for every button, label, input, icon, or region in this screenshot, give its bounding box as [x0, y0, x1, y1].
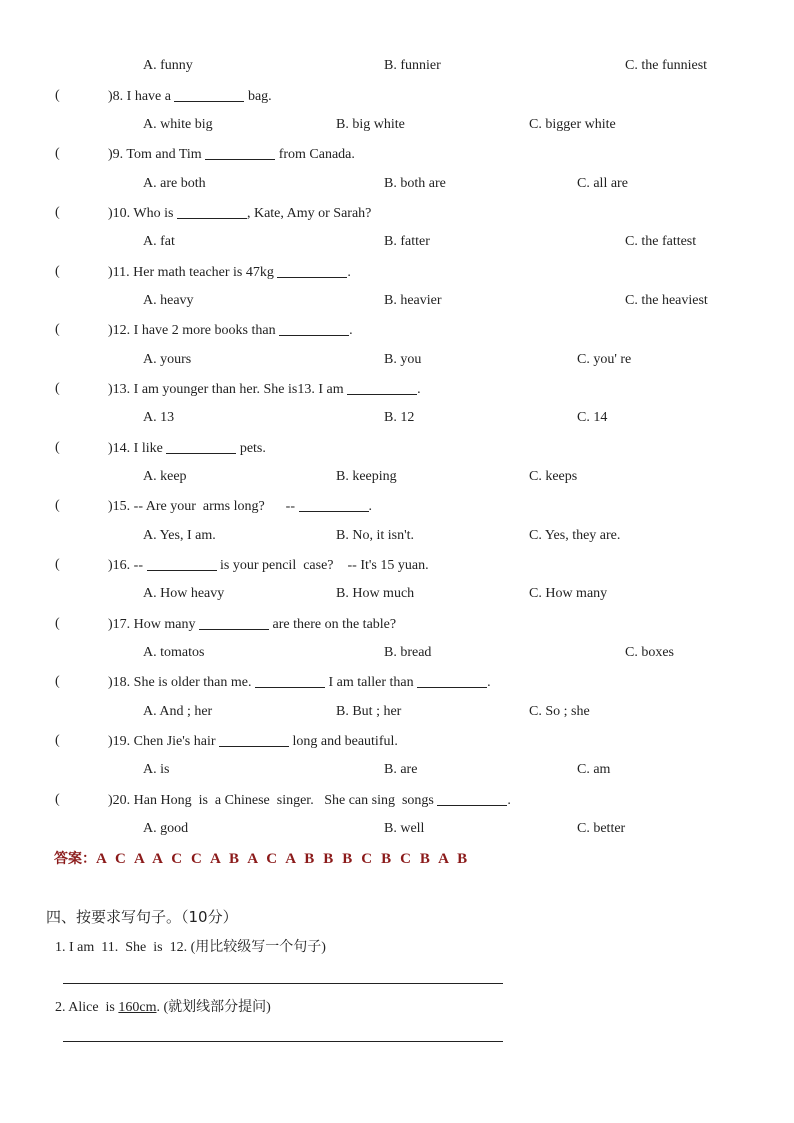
q12-stem: )12. I have 2 more books than . — [108, 323, 353, 338]
q10-paren: ( — [55, 205, 60, 220]
q19-option-b: B. are — [384, 762, 418, 777]
q12-paren: ( — [55, 322, 60, 337]
q16-paren: ( — [55, 557, 60, 572]
q13-option-c: C. 14 — [577, 410, 608, 425]
q18-paren: ( — [55, 674, 60, 689]
q18-stem: )18. She is older than me. I am taller than . — [108, 675, 491, 690]
q11-option-a: A. heavy — [143, 293, 194, 308]
q16-blank — [147, 556, 217, 571]
q11-option-c: C. the heaviest — [625, 293, 708, 308]
task-2-prompt: 2. Alice is 160cm. (就划线部分提问) — [55, 999, 271, 1015]
q17-option-a: A. tomatos — [143, 645, 205, 660]
q12-option-c: C. you' re — [577, 352, 632, 367]
q17-stem: )17. How many are there on the table? — [108, 617, 397, 632]
q19-blank — [219, 732, 289, 747]
task-2-answer-line[interactable] — [63, 1041, 503, 1042]
q16-option-c: C. How many — [529, 586, 608, 601]
q16-option-b: B. How much — [336, 586, 415, 601]
q14-option-b: B. keeping — [336, 469, 397, 484]
q18-blank-2 — [417, 673, 487, 688]
q19-option-c: C. am — [577, 762, 611, 777]
q11-stem: )11. Her math teacher is 47kg . — [108, 265, 351, 280]
q16-stem: )16. -- is your pencil case? -- It's 15 yuan. — [108, 558, 429, 573]
q11-blank — [277, 263, 347, 278]
q9-stem: )9. Tom and Tim from Canada. — [108, 147, 355, 162]
q11-option-b: B. heavier — [384, 293, 442, 308]
q20-option-a: A. good — [143, 821, 189, 836]
q20-stem: )20. Han Hong is a Chinese singer. She can sing songs . — [108, 793, 511, 808]
q20-option-c: C. better — [577, 821, 626, 836]
q15-option-b: B. No, it isn't. — [336, 528, 414, 543]
answer-letters: A C A A C C A B A C A B B B C B C B A B — [96, 851, 468, 867]
q14-stem: )14. I like pets. — [108, 441, 266, 456]
q20-option-b: B. well — [384, 821, 425, 836]
q18-option-c: C. So ; she — [529, 704, 590, 719]
underlined-height: 160cm — [118, 1000, 157, 1015]
q10-option-c: C. the fattest — [625, 234, 697, 249]
q14-option-a: A. keep — [143, 469, 187, 484]
q13-option-a: A. 13 — [143, 410, 175, 425]
q9-blank — [205, 145, 275, 160]
q9-paren: ( — [55, 146, 60, 161]
q12-option-a: A. yours — [143, 352, 192, 367]
q13-stem: )13. I am younger than her. She is13. I am . — [108, 382, 421, 397]
q15-option-c: C. Yes, they are. — [529, 528, 621, 543]
q17-paren: ( — [55, 616, 60, 631]
q8-option-b: B. big white — [336, 117, 405, 132]
q9-option-a: A. are both — [143, 176, 206, 191]
q10-option-b: B. fatter — [384, 234, 430, 249]
q11-paren: ( — [55, 264, 60, 279]
q15-blank — [299, 497, 369, 512]
q19-option-a: A. is — [143, 762, 170, 777]
q8-option-a: A. white big — [143, 117, 213, 132]
q7-option-b: B. funnier — [384, 58, 441, 73]
q9-option-b: B. both are — [384, 176, 446, 191]
q8-paren: ( — [55, 88, 60, 103]
q9-option-c: C. all are — [577, 176, 628, 191]
q17-option-b: B. bread — [384, 645, 432, 660]
q16-option-a: A. How heavy — [143, 586, 225, 601]
answer-label: 答案： — [54, 851, 96, 867]
q8-blank — [174, 87, 244, 102]
q19-paren: ( — [55, 733, 60, 748]
q17-blank — [199, 615, 269, 630]
q10-option-a: A. fat — [143, 234, 175, 249]
q18-option-a: A. And ; her — [143, 704, 213, 719]
q8-option-c: C. bigger white — [529, 117, 616, 132]
q17-option-c: C. boxes — [625, 645, 674, 660]
q18-blank-1 — [255, 673, 325, 688]
q15-stem: )15. -- Are your arms long? -- . — [108, 499, 373, 514]
task-1-prompt: 1. I am 11. She is 12. (用比较级写一个句子) — [55, 939, 326, 955]
q10-blank — [177, 204, 247, 219]
q13-paren: ( — [55, 381, 60, 396]
q14-blank — [166, 439, 236, 454]
q12-option-b: B. you — [384, 352, 422, 367]
q18-option-b: B. But ; her — [336, 704, 402, 719]
q19-stem: )19. Chen Jie's hair long and beautiful. — [108, 734, 398, 749]
q13-option-b: B. 12 — [384, 410, 415, 425]
q12-blank — [279, 321, 349, 336]
q14-option-c: C. keeps — [529, 469, 578, 484]
answer-key — [54, 848, 468, 868]
q14-paren: ( — [55, 440, 60, 455]
task-1-answer-line[interactable] — [63, 983, 503, 984]
q15-paren: ( — [55, 498, 60, 513]
q20-paren: ( — [55, 792, 60, 807]
q20-blank — [437, 791, 507, 806]
section-4-title: 四、按要求写句子。（10分） — [46, 908, 238, 926]
q8-stem: )8. I have a bag. — [108, 89, 272, 104]
q13-blank — [347, 380, 417, 395]
q15-option-a: A. Yes, I am. — [143, 528, 216, 543]
q10-stem: )10. Who is , Kate, Amy or Sarah? — [108, 206, 372, 221]
q7-option-a: A. funny — [143, 58, 193, 73]
q7-option-c: C. the funniest — [625, 58, 708, 73]
